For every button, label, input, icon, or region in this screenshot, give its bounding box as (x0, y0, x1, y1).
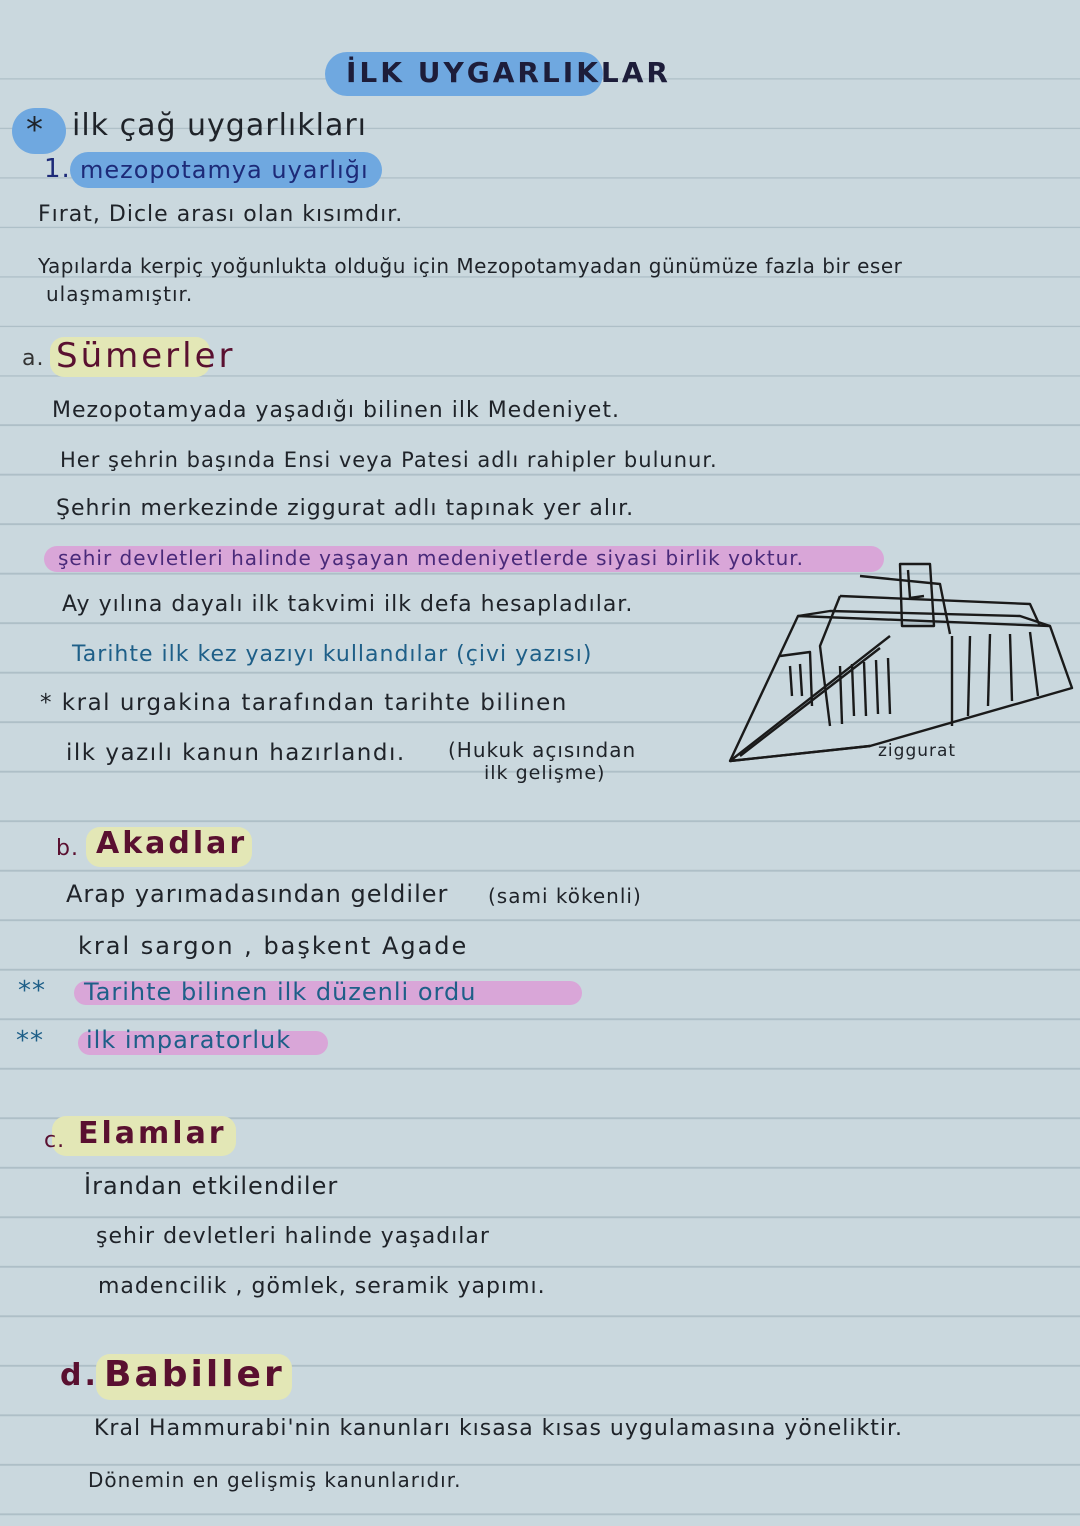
akadlar-highlight-text-2: ilk imparatorluk (86, 1026, 292, 1054)
section-heading: ilk çağ uygarlıkları (72, 108, 367, 143)
sumerler-marker: a. (22, 346, 45, 371)
sumerler-note-1: (Hukuk açısından (448, 738, 637, 762)
babiller-marker: d. (60, 1358, 99, 1393)
akadlar-line-2: (sami kökenli) (488, 884, 642, 908)
sumerler-note-2: ilk gelişme) (484, 762, 606, 784)
akadlar-marker: b. (56, 836, 79, 861)
akadlar-heading: Akadlar (96, 826, 248, 861)
babiller-line-2: Dönemin en gelişmiş kanunlarıdır. (88, 1468, 462, 1492)
intro-line-1: Fırat, Dicle arası olan kısımdır. (38, 202, 404, 227)
akadlar-stars-2: ** (16, 1026, 44, 1056)
intro-line-3: ulaşmamıştır. (46, 282, 194, 306)
sumerler-line-4: şehir devletleri halinde yaşayan medeniyetlerde siyasi birlik yoktur. (58, 546, 804, 570)
elamlar-line-1: İrandan etkilendiler (84, 1172, 339, 1200)
sumerler-line-8: ilk yazılı kanun hazırlandı. (66, 740, 406, 766)
page-title: İLK UYGARLIKLAR (346, 56, 671, 89)
akadlar-highlight-text-1: Tarihte bilinen ilk düzenli ordu (84, 978, 477, 1006)
akadlar-stars-1: ** (18, 976, 46, 1006)
intro-line-2: Yapılarda kerpiç yoğunlukta olduğu için Mezopotamyadan günümüze fazla bir eser (38, 254, 903, 278)
ziggurat-label: ziggurat (878, 741, 957, 761)
elamlar-line-2: şehir devletleri halinde yaşadılar (96, 1224, 490, 1249)
babiller-heading: Babiller (104, 1354, 285, 1395)
elamlar-heading: Elamlar (78, 1116, 227, 1151)
akadlar-line-3: kral sargon , başkent Agade (78, 932, 469, 960)
subsection-label: mezopotamya uyarlığı (80, 156, 369, 184)
elamlar-marker: c. (44, 1128, 66, 1153)
sumerler-heading: Sümerler (56, 336, 236, 376)
elamlar-line-3: madencilik , gömlek, seramik yapımı. (98, 1274, 546, 1299)
sumerler-line-2: Her şehrin başında Ensi veya Patesi adlı rahipler bulunur. (60, 448, 718, 472)
sumerler-line-3: Şehrin merkezinde ziggurat adlı tapınak yer alır. (56, 496, 635, 521)
subsection-number: 1. (44, 154, 71, 184)
babiller-line-1: Kral Hammurabi'nin kanunları kısasa kısas uygulamasına yöneliktir. (94, 1416, 903, 1441)
akadlar-line-1: Arap yarımadasından geldiler (66, 880, 449, 908)
star-icon: * (26, 110, 44, 150)
sumerler-line-7: * kral urgakina tarafından tarihte bilinen (40, 690, 568, 716)
sumerler-line-6: Tarihte ilk kez yazıyı kullandılar (çivi yazısı) (72, 642, 593, 667)
sumerler-line-5: Ay yılına dayalı ilk takvimi ilk defa hesapladılar. (62, 592, 634, 617)
sumerler-line-1: Mezopotamyada yaşadığı bilinen ilk Medeniyet. (52, 398, 620, 423)
